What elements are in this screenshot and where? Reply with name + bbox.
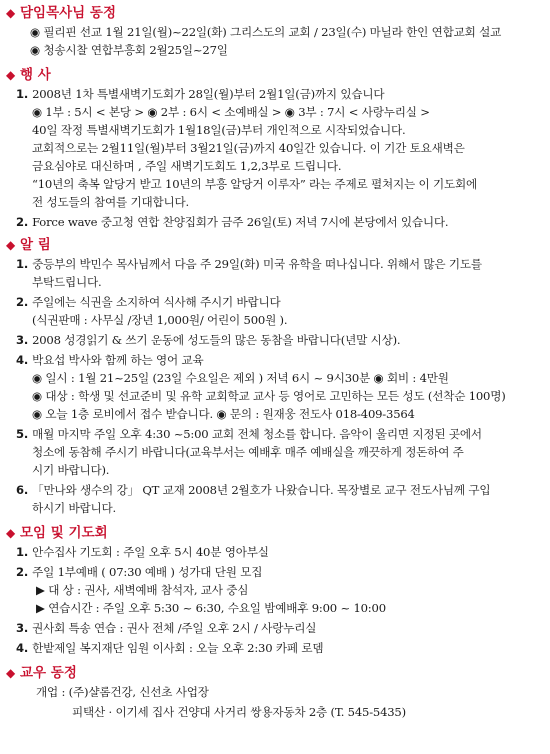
members-line: 피택산 · 이기세 집사 건양대 사거리 쌍용자동차 2층 (T. 545-5435) — [72, 705, 406, 719]
events-item-1-line: ◉ 1부 : 5시 < 본당 > ◉ 2부 : 6시 < 소예배실 > ◉ 3부 : 7시 < 사랑누리실 > — [32, 105, 430, 119]
diamond-icon: ◆ — [6, 68, 16, 82]
diamond-icon: ◆ — [6, 526, 16, 540]
section-heading-notices: ◆ 알 림 — [6, 237, 51, 253]
notices-item-5-line: 청소에 동참해 주시기 바랍니다(교육부서는 예배후 매주 예배실을 깨끗하게 정돈하여 주 — [32, 445, 464, 459]
meetings-item-1: 1. 안수집사 기도회 : 주일 오후 5시 40분 영아부실 — [16, 545, 269, 559]
section-heading-meetings: ◆ 모임 및 기도회 — [6, 525, 108, 541]
meetings-item-2: 2. 주일 1부예배 ( 07:30 예배 ) 성가대 단원 모집 — [16, 565, 263, 579]
section-heading-events: ◆ 행 사 — [6, 67, 51, 83]
section-heading-members: ◆ 교우 동정 — [6, 665, 77, 681]
notices-item-4: 4. 박요섭 박사와 함께 하는 영어 교육 — [16, 353, 204, 367]
meetings-item-2-line: ▶ 대 상 : 권사, 새벽예배 참석자, 교사 중심 — [36, 583, 249, 597]
notices-item-1: 1. 중등부의 박민수 목사님께서 다음 주 29일(화) 미국 유학을 떠나십니다. 위해서 많은 기도를 — [16, 257, 482, 271]
meetings-item-4: 4. 한밭제일 복지재단 임원 이사회 : 오늘 오후 2:30 카페 로뎀 — [16, 641, 324, 655]
events-item-1: 1. 2008년 1차 특별새벽기도회가 28일(월)부터 2월1일(금)까지 있습니다 — [16, 87, 385, 101]
notices-item-6: 6. 「만나와 생수의 강」 QT 교재 2008년 2월호가 나왔습니다. 목장별로 교구 전도사님께 구입 — [16, 483, 491, 497]
members-line: 개업 : (주)샬롬건강, 신선초 사업장 — [36, 685, 209, 699]
notices-item-5-line: 시기 바랍니다). — [32, 463, 110, 477]
notices-item-5: 5. 매월 마지막 주일 오후 4:30 ~5:00 교회 전체 청소를 합니다. 음악이 울리면 지정된 곳에서 — [16, 427, 482, 441]
notices-item-6-line: 하시기 바랍니다. — [32, 501, 116, 515]
events-item-1-line: 교회적으로는 2월11일(월)부터 3월21일(금)까지 40일간 있습니다. 이 기간 토요새벽은 — [32, 141, 465, 155]
diamond-icon: ◆ — [6, 6, 16, 20]
events-item-1-line: “10년의 축복 알당거 받고 10년의 부흥 알당거 이루자” 라는 주제로 펼쳐지는 이 기도회에 — [32, 177, 477, 191]
notices-item-1-line: 부탁드립니다. — [32, 275, 102, 289]
events-item-1-line: 40일 작정 특별새벽기도회가 1월18일(금)부터 개인적으로 시작되었습니다. — [32, 123, 406, 137]
meetings-item-2-line: ▶ 연습시간 : 주일 오후 5:30 ~ 6:30, 수요일 밤예배후 9:00 ~ 10:00 — [36, 601, 386, 615]
notices-item-3: 3. 2008 성경읽기 & 쓰기 운동에 성도들의 많은 동참을 바랍니다(년말 시상). — [16, 333, 401, 347]
pastor-line: ◉ 필리핀 선교 1월 21일(월)~22일(화) 그리스도의 교회 / 23일(수) 마닐라 한인 연합교회 설교 — [30, 25, 502, 39]
diamond-icon: ◆ — [6, 238, 16, 252]
events-item-2: 2. Force wave 중고청 연합 찬양집회가 금주 26일(토) 저녁 7시에 본당에서 있습니다. — [16, 215, 449, 229]
diamond-icon: ◆ — [6, 666, 16, 680]
notices-item-4-line: ◉ 대상 : 학생 및 선교준비 및 유학 교회학교 교사 등 영어로 고민하는 모든 성도 (선착순 100명) — [32, 389, 506, 403]
pastor-line: ◉ 청송시찰 연합부흥회 2월25일~27일 — [30, 43, 228, 57]
notices-item-4-line: ◉ 오늘 1층 로비에서 접수 받습니다. ◉ 문의 : 원재웅 전도사 018-409-3564 — [32, 407, 415, 421]
events-item-1-line: 금요심야로 대신하며 , 주일 새벽기도회도 1,2,3부로 드립니다. — [32, 159, 342, 173]
notices-item-4-line: ◉ 일시 : 1월 21~25일 (23일 수요일은 제외 ) 저녁 6시 ~ 9시30분 ◉ 회비 : 4만원 — [32, 371, 449, 385]
events-item-1-line: 전 성도들의 참여를 기대합니다. — [32, 195, 189, 209]
meetings-item-3: 3. 권사회 특송 연습 : 권사 전체 /주일 오후 2시 / 사랑누리실 — [16, 621, 317, 635]
section-heading-pastor: ◆ 담임목사님 동정 — [6, 5, 116, 21]
notices-item-2-line: (식권판매 : 사무실 /장년 1,000원/ 어린이 500원 ). — [32, 313, 288, 327]
notices-item-2: 2. 주일에는 식권을 소지하여 식사해 주시기 바랍니다 — [16, 295, 281, 309]
